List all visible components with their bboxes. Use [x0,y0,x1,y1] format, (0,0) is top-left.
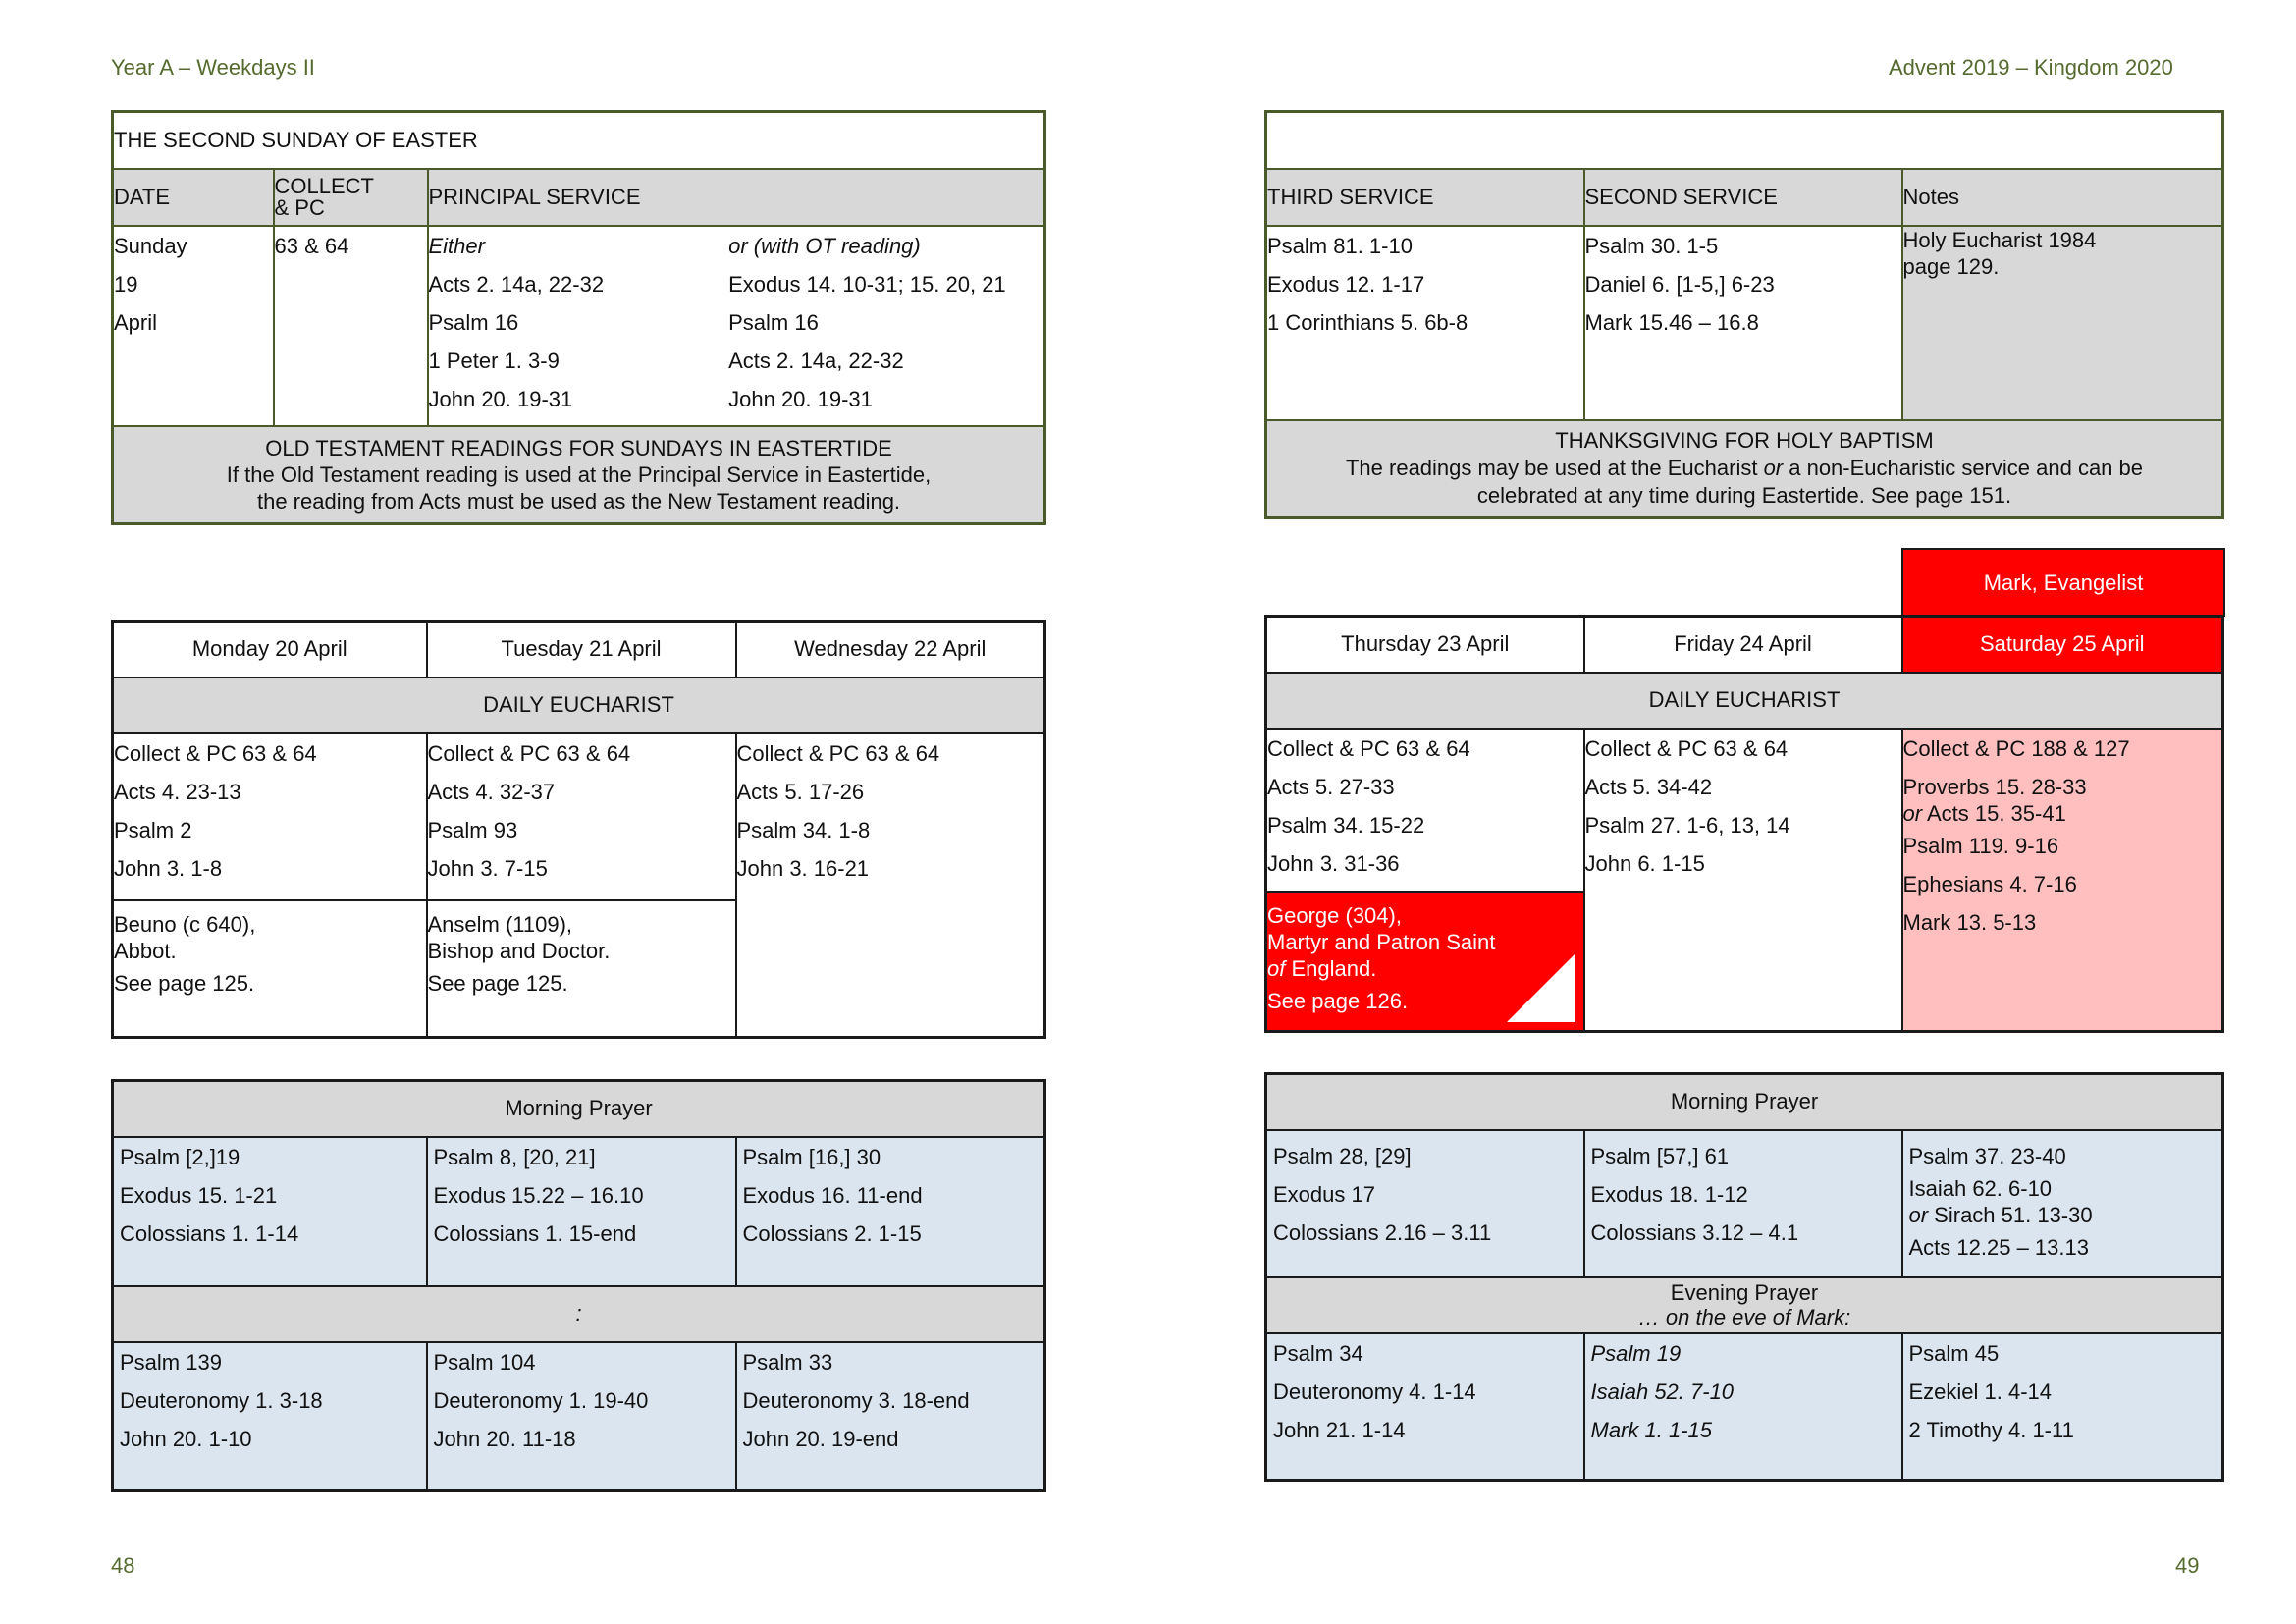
page-header-left: Year A – Weekdays II [111,55,315,80]
wednesday-morning-prayer: Psalm [16,] 30 Exodus 16. 11-end Colossians 2. 1-15 [736,1137,1045,1286]
day-wednesday: Wednesday 22 April [736,622,1045,677]
col-principal-service: PRINCIPAL SERVICE [428,169,1045,226]
monday-evening-prayer: Psalm 139 Deuteronomy 1. 3-18 John 20. 1-10 [113,1342,427,1491]
sunday-title: THE SECOND SUNDAY OF EASTER [113,112,1045,169]
sunday-table [111,110,1046,525]
day-tuesday: Tuesday 21 April [427,622,736,677]
services-title-blank [1266,112,2223,169]
saturday-evening-prayer: Psalm 45 Ezekiel 1. 4-14 2 Timothy 4. 1-11 [1902,1333,2223,1481]
daily-eucharist-label: DAILY EUCHARIST [113,677,1045,733]
right-eucharist-table [1264,615,2224,1033]
third-service-readings: Psalm 81. 1-10 Exodus 12. 1-17 1 Corinthians 5. 6b-8 [1266,226,1584,420]
thursday-morning-prayer: Psalm 28, [29] Exodus 17 Colossians 2.16 – 3.11 [1266,1130,1584,1277]
page-number-left: 48 [111,1553,135,1578]
sunday-date: Sunday 19 April [113,226,274,426]
col-third-service: THIRD SERVICE [1266,169,1584,226]
monday-morning-prayer: Psalm [2,]19 Exodus 15. 1-21 Colossians 1. 1-14 [113,1137,427,1286]
monday-commemoration: Beuno (c 640), Abbot. See page 125. [113,900,427,1038]
col-collect: COLLECT & PC [274,169,428,226]
friday-evening-prayer: Psalm 19 Isaiah 52. 7-10 Mark 1. 1-15 [1584,1333,1902,1481]
day-friday: Friday 24 April [1584,617,1902,673]
friday-morning-prayer: Psalm [57,] 61 Exodus 18. 1-12 Colossians 3.12 – 4.1 [1584,1130,1902,1277]
col-second-service: SECOND SERVICE [1584,169,1902,226]
day-monday: Monday 20 April [113,622,427,677]
second-service-readings: Psalm 30. 1-5 Daniel 6. [1-5,] 6-23 Mark 15.46 – 16.8 [1584,226,1902,420]
evening-prayer-label: : [113,1286,1045,1342]
tuesday-evening-prayer: Psalm 104 Deuteronomy 1. 19-40 John 20. 11-18 [427,1342,736,1491]
george-commemoration: George (304), Martyr and Patron Saint of England. See page 126. [1266,892,1584,1032]
saturday-morning-prayer: Psalm 37. 23-40 Isaiah 62. 6-10 or Sirach 51. 13-30 Acts 12.25 – 13.13 [1902,1130,2223,1277]
page-corner-icon [1507,953,1575,1022]
page-header-right: Advent 2019 – Kingdom 2020 [1889,55,2173,80]
morning-prayer-label-right: Morning Prayer [1266,1074,2223,1130]
either-readings: Either Acts 2. 14a, 22-32 Psalm 16 1 Peter 1. 3-9 John 20. 19-31 [428,233,605,411]
col-date: DATE [113,169,274,226]
feast-mark-evangelist: Mark, Evangelist [1901,548,2225,617]
tuesday-morning-prayer: Psalm 8, [20, 21] Exodus 15.22 – 16.10 Colossians 1. 15-end [427,1137,736,1286]
sunday-readings [428,226,1045,426]
morning-prayer-label: Morning Prayer [113,1081,1045,1137]
ot-readings-note: OLD TESTAMENT READINGS FOR SUNDAYS IN EASTERTIDE If the Old Testament reading is used at the Principal Service in Eastertide, the reading from Acts must be used as the New Testament reading. [113,426,1045,524]
left-prayer-table [111,1079,1046,1492]
day-saturday: Saturday 25 April [1902,617,2223,673]
right-prayer-table [1264,1072,2224,1482]
day-thursday: Thursday 23 April [1266,617,1584,673]
daily-eucharist-label-right: DAILY EUCHARIST [1266,673,2223,729]
thursday-evening-prayer: Psalm 34 Deuteronomy 4. 1-14 John 21. 1-14 [1266,1333,1584,1481]
page-number-right: 49 [2175,1553,2200,1578]
tuesday-eucharist: Collect & PC 63 & 64 Acts 4. 32-37 Psalm 93 John 3. 7-15 [427,733,736,900]
sunday-collect: 63 & 64 [274,226,428,426]
col-notes: Notes [1902,169,2223,226]
or-readings: or (with OT reading) Exodus 14. 10-31; 15. 20, 21 Psalm 16 Acts 2. 14a, 22-32 John 20. 19-31 [728,233,1006,411]
notes-cell: Holy Eucharist 1984 page 129. [1902,226,2223,420]
saturday-eucharist: Collect & PC 188 & 127 Proverbs 15. 28-33 or Acts 15. 35-41 Psalm 119. 9-16 Ephesians 4. 7-16 Mark 13. 5-13 [1902,729,2223,1032]
left-eucharist-table [111,620,1046,1039]
wednesday-evening-prayer: Psalm 33 Deuteronomy 3. 18-end John 20. 19-end [736,1342,1045,1491]
services-table [1264,110,2224,519]
wednesday-eucharist: Collect & PC 63 & 64 Acts 5. 17-26 Psalm 34. 1-8 John 3. 16-21 [736,733,1045,1038]
evening-prayer-label-right: Evening Prayer … on the eve of Mark: [1266,1277,2223,1333]
tuesday-commemoration: Anselm (1109), Bishop and Doctor. See page 125. [427,900,736,1038]
baptism-note: THANKSGIVING FOR HOLY BAPTISM The readings may be used at the Eucharist or a non-Eucharistic service and can be celebrated at any time during Eastertide. See page 151. [1266,420,2223,518]
friday-eucharist: Collect & PC 63 & 64 Acts 5. 34-42 Psalm 27. 1-6, 13, 14 John 6. 1-15 [1584,729,1902,1032]
thursday-eucharist: Collect & PC 63 & 64 Acts 5. 27-33 Psalm 34. 15-22 John 3. 31-36 [1266,729,1584,892]
monday-eucharist: Collect & PC 63 & 64 Acts 4. 23-13 Psalm 2 John 3. 1-8 [113,733,427,900]
